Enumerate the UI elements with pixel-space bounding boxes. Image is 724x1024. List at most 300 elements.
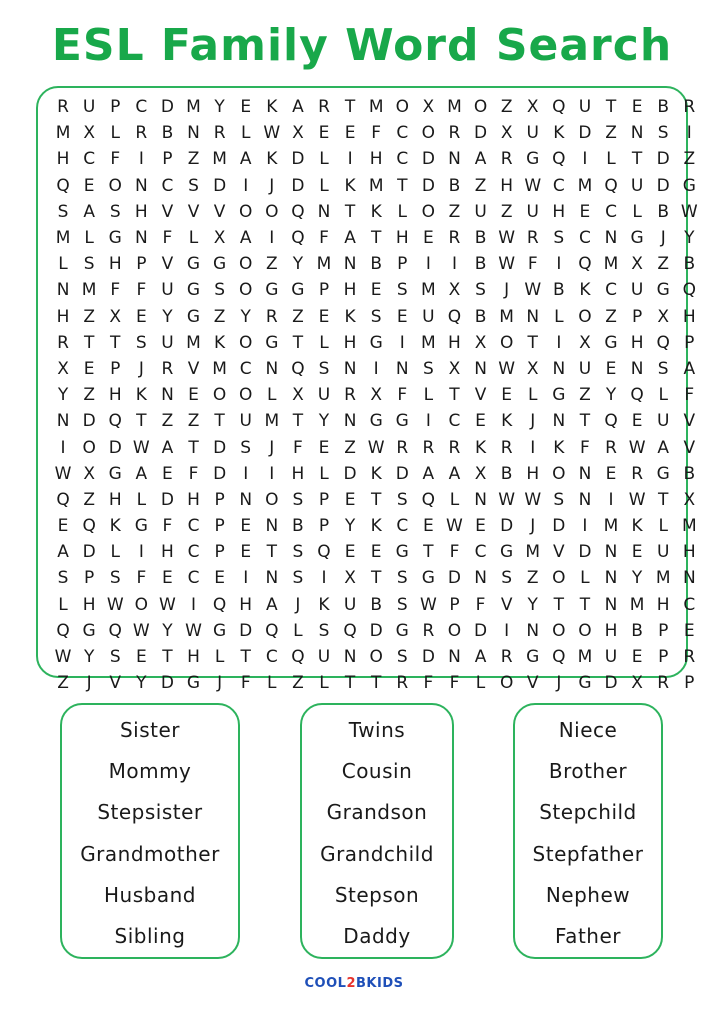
grid-letter[interactable]: L <box>658 516 668 537</box>
grid-letter[interactable]: E <box>683 620 695 641</box>
grid-letter[interactable]: H <box>108 254 122 275</box>
grid-letter[interactable]: L <box>110 123 120 144</box>
grid-letter[interactable]: S <box>396 568 408 589</box>
grid-letter[interactable]: E <box>57 516 69 537</box>
grid-letter[interactable]: W <box>498 489 516 510</box>
grid-letter[interactable]: P <box>318 516 330 537</box>
grid-letter[interactable]: L <box>449 489 460 510</box>
grid-letter[interactable]: Q <box>265 620 279 641</box>
grid-letter[interactable]: N <box>474 489 487 510</box>
grid-letter[interactable]: M <box>577 175 593 196</box>
grid-letter[interactable]: O <box>552 568 566 589</box>
grid-letter[interactable]: H <box>239 594 253 615</box>
grid-letter[interactable]: W <box>132 437 150 458</box>
grid-letter[interactable]: D <box>82 411 96 432</box>
grid-letter[interactable]: F <box>580 437 590 458</box>
grid-letter[interactable]: X <box>448 280 461 301</box>
grid-letter[interactable]: I <box>60 437 66 458</box>
grid-letter[interactable]: V <box>161 254 174 275</box>
grid-letter[interactable]: K <box>318 594 330 615</box>
grid-letter[interactable]: L <box>293 620 303 641</box>
grid-letter[interactable]: N <box>526 306 540 327</box>
grid-letter[interactable]: A <box>344 228 356 249</box>
grid-letter[interactable]: G <box>395 620 409 641</box>
grid-letter[interactable]: N <box>578 489 592 510</box>
grid-letter[interactable]: R <box>57 332 69 353</box>
grid-letter[interactable]: Y <box>136 673 147 694</box>
grid-letter[interactable]: I <box>556 254 562 275</box>
grid-letter[interactable]: C <box>396 123 409 144</box>
grid-letter[interactable]: Z <box>500 201 513 222</box>
grid-letter[interactable]: D <box>160 489 174 510</box>
grid-letter[interactable]: D <box>421 647 435 668</box>
grid-letter[interactable]: O <box>578 620 592 641</box>
grid-letter[interactable]: M <box>421 332 436 353</box>
grid-letter[interactable]: B <box>474 254 487 275</box>
grid-letter[interactable]: N <box>343 254 357 275</box>
grid-letter[interactable]: O <box>82 437 96 458</box>
grid-letter[interactable]: P <box>136 254 147 275</box>
grid-letter[interactable]: T <box>370 568 382 589</box>
grid-letter[interactable]: H <box>526 463 540 484</box>
grid-letter[interactable]: N <box>474 358 487 379</box>
grid-letter[interactable]: M <box>525 542 541 563</box>
grid-letter[interactable]: R <box>396 673 409 694</box>
grid-letter[interactable]: J <box>138 358 144 379</box>
grid-letter[interactable]: X <box>83 123 95 144</box>
grid-letter[interactable]: W <box>498 358 516 379</box>
grid-letter[interactable]: G <box>265 332 279 353</box>
grid-letter[interactable]: C <box>161 175 174 196</box>
grid-letter[interactable]: H <box>187 647 200 668</box>
grid-letter[interactable]: K <box>266 149 278 170</box>
grid-letter[interactable]: D <box>604 673 618 694</box>
grid-letter[interactable]: L <box>527 385 538 406</box>
grid-letter[interactable]: H <box>56 306 70 327</box>
grid-letter[interactable]: F <box>110 280 121 301</box>
grid-letter[interactable]: E <box>135 647 147 668</box>
grid-letter[interactable]: U <box>317 647 331 668</box>
grid-letter[interactable]: C <box>187 568 200 589</box>
grid-letter[interactable]: S <box>475 280 486 301</box>
grid-letter[interactable]: U <box>474 201 487 222</box>
grid-letter[interactable]: C <box>187 516 200 537</box>
grid-letter[interactable]: G <box>656 463 670 484</box>
grid-letter[interactable]: K <box>553 123 565 144</box>
grid-letter[interactable]: M <box>368 175 384 196</box>
grid-letter[interactable]: X <box>683 489 696 510</box>
grid-letter[interactable]: M <box>264 411 280 432</box>
grid-letter[interactable]: O <box>239 385 253 406</box>
grid-letter[interactable]: F <box>449 542 460 563</box>
grid-letter[interactable]: E <box>422 516 434 537</box>
grid-letter[interactable]: D <box>82 542 96 563</box>
grid-letter[interactable]: X <box>631 673 643 694</box>
grid-letter[interactable]: D <box>500 516 514 537</box>
grid-letter[interactable]: X <box>213 228 226 249</box>
grid-letter[interactable]: P <box>84 568 95 589</box>
grid-letter[interactable]: T <box>136 411 147 432</box>
grid-letter[interactable]: H <box>369 149 383 170</box>
grid-letter[interactable]: F <box>423 673 434 694</box>
grid-letter[interactable]: H <box>134 201 148 222</box>
grid-letter[interactable]: E <box>240 542 252 563</box>
grid-letter[interactable]: P <box>110 97 121 118</box>
grid-letter[interactable]: R <box>526 228 539 249</box>
grid-letter[interactable]: I <box>425 411 431 432</box>
grid-letter[interactable]: F <box>684 385 695 406</box>
grid-letter[interactable]: S <box>292 542 304 563</box>
grid-letter[interactable]: L <box>554 306 564 327</box>
grid-letter[interactable]: S <box>57 568 69 589</box>
grid-letter[interactable]: G <box>134 516 148 537</box>
grid-letter[interactable]: T <box>605 97 617 118</box>
grid-letter[interactable]: O <box>212 385 227 406</box>
grid-letter[interactable]: T <box>83 332 95 353</box>
grid-letter[interactable]: F <box>293 437 303 458</box>
grid-letter[interactable]: X <box>474 332 487 353</box>
grid-letter[interactable]: E <box>605 358 617 379</box>
grid-letter[interactable]: F <box>162 228 173 249</box>
grid-letter[interactable]: L <box>475 673 486 694</box>
grid-letter[interactable]: T <box>344 201 356 222</box>
grid-letter[interactable]: S <box>109 568 121 589</box>
grid-letter[interactable]: I <box>686 123 692 144</box>
grid-letter[interactable]: N <box>604 228 618 249</box>
grid-letter[interactable]: A <box>239 149 252 170</box>
grid-letter[interactable]: E <box>370 280 382 301</box>
grid-letter[interactable]: B <box>657 201 670 222</box>
grid-letter[interactable]: Z <box>605 306 617 327</box>
grid-letter[interactable]: D <box>656 175 670 196</box>
grid-letter[interactable]: J <box>269 437 275 458</box>
grid-letter[interactable]: W <box>446 516 463 537</box>
grid-letter[interactable]: T <box>214 411 225 432</box>
grid-letter[interactable]: U <box>604 647 618 668</box>
grid-letter[interactable]: P <box>214 489 225 510</box>
grid-letter[interactable]: M <box>316 254 332 275</box>
grid-letter[interactable]: G <box>630 228 644 249</box>
grid-letter[interactable]: S <box>318 620 330 641</box>
grid-letter[interactable]: X <box>448 358 461 379</box>
grid-letter[interactable]: X <box>370 385 382 406</box>
grid-letter[interactable]: U <box>343 594 357 615</box>
grid-letter[interactable]: V <box>161 201 174 222</box>
grid-letter[interactable]: V <box>683 437 696 458</box>
grid-letter[interactable]: R <box>265 306 278 327</box>
grid-letter[interactable]: N <box>552 358 566 379</box>
grid-letter[interactable]: S <box>188 175 199 196</box>
grid-letter[interactable]: O <box>239 254 253 275</box>
grid-letter[interactable]: L <box>319 332 329 353</box>
grid-letter[interactable]: A <box>474 647 487 668</box>
grid-letter[interactable]: W <box>367 437 385 458</box>
grid-letter[interactable]: L <box>188 228 199 249</box>
grid-letter[interactable]: E <box>83 358 95 379</box>
grid-letter[interactable]: P <box>449 594 460 615</box>
grid-letter[interactable]: P <box>162 149 173 170</box>
grid-letter[interactable]: V <box>553 542 565 563</box>
grid-letter[interactable]: R <box>422 620 435 641</box>
grid-letter[interactable]: J <box>530 411 536 432</box>
grid-letter[interactable]: E <box>318 123 330 144</box>
grid-letter[interactable]: H <box>82 594 96 615</box>
grid-letter[interactable]: I <box>608 489 614 510</box>
grid-letter[interactable]: U <box>656 542 670 563</box>
grid-letter[interactable]: L <box>267 385 277 406</box>
grid-letter[interactable]: W <box>628 437 646 458</box>
grid-letter[interactable]: C <box>239 358 252 379</box>
grid-letter[interactable]: G <box>682 175 696 196</box>
grid-letter[interactable]: P <box>318 280 330 301</box>
grid-letter[interactable]: M <box>212 358 227 379</box>
grid-letter[interactable]: R <box>135 123 148 144</box>
grid-letter[interactable]: S <box>501 568 513 589</box>
grid-letter[interactable]: W <box>419 594 437 615</box>
grid-letter[interactable]: I <box>269 463 275 484</box>
grid-letter[interactable]: Q <box>56 620 70 641</box>
grid-letter[interactable]: Q <box>552 647 566 668</box>
grid-letter[interactable]: G <box>108 228 122 249</box>
grid-letter[interactable]: C <box>135 97 148 118</box>
grid-letter[interactable]: I <box>399 332 405 353</box>
grid-letter[interactable]: Z <box>474 175 487 196</box>
grid-letter[interactable]: Q <box>682 280 696 301</box>
grid-letter[interactable]: L <box>319 149 329 170</box>
grid-letter[interactable]: G <box>526 149 540 170</box>
grid-letter[interactable]: A <box>239 228 252 249</box>
grid-letter[interactable]: E <box>631 542 643 563</box>
grid-letter[interactable]: I <box>191 594 197 615</box>
grid-letter[interactable]: C <box>605 280 617 301</box>
grid-letter[interactable]: L <box>267 673 277 694</box>
grid-letter[interactable]: N <box>187 123 200 144</box>
grid-letter[interactable]: T <box>527 332 538 353</box>
grid-letter[interactable]: H <box>656 594 670 615</box>
grid-letter[interactable]: I <box>425 254 431 275</box>
grid-letter[interactable]: W <box>185 620 202 641</box>
grid-letter[interactable]: K <box>109 516 121 537</box>
grid-letter[interactable]: D <box>578 123 592 144</box>
grid-letter[interactable]: D <box>291 175 305 196</box>
grid-letter[interactable]: E <box>631 647 643 668</box>
grid-letter[interactable]: N <box>395 358 409 379</box>
grid-letter[interactable]: B <box>292 516 304 537</box>
grid-letter[interactable]: L <box>319 673 329 694</box>
grid-letter[interactable]: K <box>370 201 382 222</box>
grid-letter[interactable]: A <box>422 463 435 484</box>
grid-letter[interactable]: R <box>396 437 409 458</box>
grid-letter[interactable]: S <box>657 358 669 379</box>
grid-letter[interactable]: R <box>500 437 513 458</box>
grid-letter[interactable]: I <box>582 516 588 537</box>
grid-letter[interactable]: E <box>631 97 643 118</box>
grid-letter[interactable]: M <box>629 594 645 615</box>
grid-letter[interactable]: T <box>162 647 173 668</box>
grid-letter[interactable]: W <box>498 254 516 275</box>
grid-letter[interactable]: O <box>473 97 488 118</box>
grid-letter[interactable]: L <box>319 175 329 196</box>
grid-letter[interactable]: L <box>658 385 668 406</box>
grid-letter[interactable]: O <box>134 594 149 615</box>
grid-letter[interactable]: Z <box>526 568 539 589</box>
grid-letter[interactable]: E <box>318 306 330 327</box>
grid-letter[interactable]: E <box>605 463 617 484</box>
grid-letter[interactable]: R <box>657 673 670 694</box>
grid-letter[interactable]: Y <box>605 385 617 406</box>
grid-letter[interactable]: H <box>187 489 200 510</box>
grid-letter[interactable]: P <box>214 542 225 563</box>
grid-letter[interactable]: P <box>684 673 695 694</box>
grid-letter[interactable]: G <box>552 385 566 406</box>
grid-letter[interactable]: G <box>421 568 435 589</box>
grid-letter[interactable]: N <box>343 411 357 432</box>
grid-letter[interactable]: H <box>343 332 357 353</box>
grid-letter[interactable]: U <box>82 97 96 118</box>
grid-letter[interactable]: L <box>606 149 616 170</box>
grid-letter[interactable]: Q <box>421 489 436 510</box>
grid-letter[interactable]: O <box>552 463 566 484</box>
grid-letter[interactable]: D <box>395 463 409 484</box>
grid-letter[interactable]: B <box>474 306 487 327</box>
grid-letter[interactable]: Z <box>83 385 95 406</box>
grid-letter[interactable]: I <box>530 437 536 458</box>
grid-letter[interactable]: C <box>578 228 591 249</box>
grid-letter[interactable]: V <box>187 358 200 379</box>
grid-letter[interactable]: T <box>449 385 460 406</box>
grid-letter[interactable]: N <box>161 385 174 406</box>
grid-letter[interactable]: I <box>138 149 144 170</box>
grid-letter[interactable]: R <box>448 437 461 458</box>
grid-letter[interactable]: T <box>579 594 591 615</box>
grid-letter[interactable]: H <box>682 306 696 327</box>
grid-letter[interactable]: S <box>318 358 330 379</box>
grid-letter[interactable]: B <box>683 463 696 484</box>
grid-letter[interactable]: M <box>447 97 462 118</box>
grid-letter[interactable]: R <box>500 149 513 170</box>
grid-letter[interactable]: G <box>656 280 670 301</box>
grid-letter[interactable]: G <box>500 542 514 563</box>
grid-letter[interactable]: N <box>604 594 618 615</box>
grid-letter[interactable]: G <box>369 332 383 353</box>
grid-letter[interactable]: F <box>240 673 251 694</box>
grid-letter[interactable]: E <box>240 516 252 537</box>
grid-letter[interactable]: Y <box>527 594 538 615</box>
grid-letter[interactable]: N <box>56 411 70 432</box>
grid-letter[interactable]: M <box>81 280 97 301</box>
grid-letter[interactable]: E <box>475 411 486 432</box>
grid-letter[interactable]: E <box>188 385 199 406</box>
grid-letter[interactable]: W <box>524 175 542 196</box>
grid-letter[interactable]: F <box>188 463 199 484</box>
grid-letter[interactable]: E <box>396 306 408 327</box>
grid-letter[interactable]: T <box>397 175 408 196</box>
grid-letter[interactable]: Z <box>213 306 226 327</box>
grid-letter[interactable]: U <box>161 332 174 353</box>
grid-letter[interactable]: Y <box>214 97 225 118</box>
grid-letter[interactable]: L <box>580 568 590 589</box>
grid-letter[interactable]: P <box>658 647 669 668</box>
grid-letter[interactable]: E <box>344 489 356 510</box>
grid-letter[interactable]: B <box>552 280 565 301</box>
grid-letter[interactable]: Q <box>630 385 644 406</box>
grid-letter[interactable]: N <box>239 489 253 510</box>
grid-letter[interactable]: J <box>269 175 275 196</box>
grid-letter[interactable]: R <box>631 463 644 484</box>
grid-letter[interactable]: Y <box>162 306 173 327</box>
grid-letter[interactable]: V <box>474 385 487 406</box>
grid-letter[interactable]: T <box>553 594 565 615</box>
grid-letter[interactable]: R <box>161 358 174 379</box>
grid-letter[interactable]: J <box>295 594 301 615</box>
grid-letter[interactable]: L <box>214 647 225 668</box>
grid-letter[interactable]: T <box>344 673 356 694</box>
grid-letter[interactable]: Q <box>82 516 96 537</box>
grid-letter[interactable]: G <box>265 280 279 301</box>
grid-letter[interactable]: Q <box>604 411 618 432</box>
grid-letter[interactable]: N <box>630 358 644 379</box>
grid-letter[interactable]: S <box>396 647 408 668</box>
grid-letter[interactable]: C <box>396 149 409 170</box>
grid-letter[interactable]: Q <box>291 201 305 222</box>
grid-letter[interactable]: S <box>109 201 121 222</box>
grid-letter[interactable]: B <box>631 620 643 641</box>
grid-letter[interactable]: K <box>474 437 487 458</box>
grid-letter[interactable]: M <box>186 97 201 118</box>
grid-letter[interactable]: E <box>631 411 643 432</box>
grid-letter[interactable]: B <box>370 594 382 615</box>
grid-letter[interactable]: O <box>499 673 514 694</box>
grid-letter[interactable]: R <box>605 437 617 458</box>
grid-letter[interactable]: J <box>86 673 92 694</box>
grid-letter[interactable]: H <box>448 332 461 353</box>
grid-letter[interactable]: L <box>136 489 147 510</box>
grid-letter[interactable]: L <box>58 254 68 275</box>
grid-letter[interactable]: D <box>213 463 227 484</box>
grid-letter[interactable]: O <box>578 306 592 327</box>
grid-letter[interactable]: D <box>578 542 592 563</box>
grid-letter[interactable]: K <box>579 280 591 301</box>
grid-letter[interactable]: X <box>579 332 591 353</box>
grid-letter[interactable]: O <box>421 201 436 222</box>
grid-letter[interactable]: E <box>344 542 356 563</box>
grid-letter[interactable]: E <box>83 175 95 196</box>
grid-letter[interactable]: Y <box>344 516 356 537</box>
grid-letter[interactable]: O <box>239 280 253 301</box>
grid-letter[interactable]: S <box>292 568 304 589</box>
grid-letter[interactable]: X <box>83 463 95 484</box>
grid-letter[interactable]: B <box>474 228 487 249</box>
grid-letter[interactable]: M <box>681 516 697 537</box>
grid-letter[interactable]: N <box>578 463 592 484</box>
grid-letter[interactable]: K <box>553 437 565 458</box>
grid-letter[interactable]: B <box>657 97 670 118</box>
grid-letter[interactable]: Z <box>187 149 200 170</box>
grid-letter[interactable]: B <box>500 463 513 484</box>
grid-letter[interactable]: W <box>524 489 542 510</box>
grid-letter[interactable]: G <box>213 254 227 275</box>
grid-letter[interactable]: N <box>604 568 618 589</box>
grid-letter[interactable]: I <box>243 463 249 484</box>
grid-letter[interactable]: Q <box>317 542 331 563</box>
grid-letter[interactable]: Y <box>57 385 69 406</box>
grid-letter[interactable]: G <box>186 254 201 275</box>
grid-letter[interactable]: K <box>501 411 513 432</box>
grid-letter[interactable]: X <box>657 306 670 327</box>
grid-letter[interactable]: T <box>370 228 382 249</box>
grid-letter[interactable]: M <box>55 228 71 249</box>
grid-letter[interactable]: G <box>291 280 305 301</box>
